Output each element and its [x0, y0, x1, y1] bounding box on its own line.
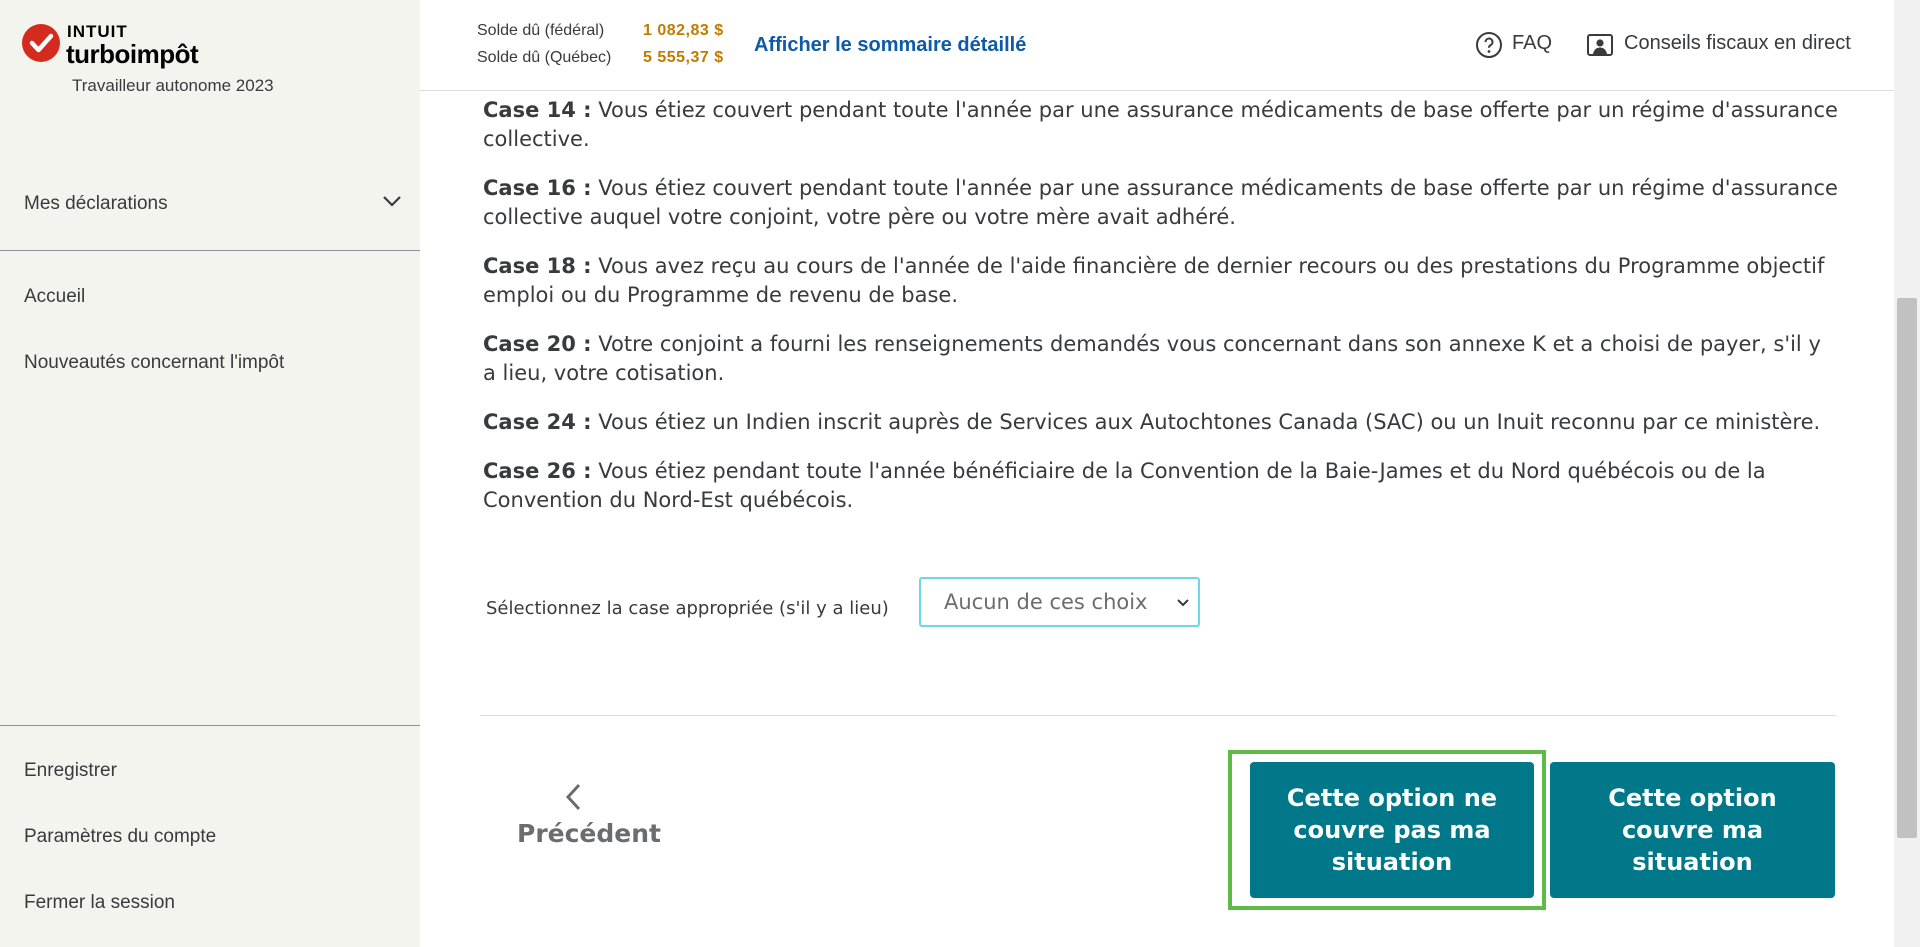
- case-label: Case 14 :: [483, 98, 592, 122]
- sidebar-divider: [0, 250, 420, 251]
- quebec-balance-label: Solde dû (Québec): [477, 49, 612, 66]
- case-text: Vous étiez couvert pendant toute l'année par une assurance médicaments de base offerte par un régime d'assurance collective.: [483, 98, 1838, 151]
- covered-label: Cette option couvre ma situation: [1608, 784, 1777, 876]
- case-text: Vous étiez un Indien inscrit auprès de Services aux Autochtones Canada (SAC) ou un Inuit reconnu par ce ministère.: [591, 410, 1821, 434]
- scrollbar-thumb[interactable]: [1897, 298, 1917, 838]
- sidebar-item-sign-out[interactable]: Fermer la session: [24, 892, 175, 913]
- federal-balance-label: Solde dû (fédéral): [477, 22, 605, 39]
- case-label: Case 18 :: [483, 254, 592, 278]
- live-tax-advice-link[interactable]: Conseils fiscaux en direct: [1624, 32, 1851, 54]
- case-20-description: [483, 330, 1839, 388]
- case-select-label: Sélectionnez la case appropriée (s'il y a lieu): [486, 598, 889, 619]
- header: [420, 0, 1920, 91]
- case-select-value: Aucun de ces choix: [944, 590, 1148, 614]
- case-text: Vous étiez couvert pendant toute l'année par une assurance médicaments de base offerte par un régime d'assurance collective auquel votre conjoint, votre père ou votre mère avait adhéré.: [483, 176, 1838, 229]
- expert-advice-icon[interactable]: [1586, 32, 1614, 63]
- case-18-description: [483, 252, 1839, 310]
- chevron-down-icon: [1176, 595, 1190, 613]
- product-subtitle: Travailleur autonome 2023: [72, 76, 274, 95]
- quebec-balance-value: 5 555,37 $: [643, 49, 724, 66]
- case-label: Case 20 :: [483, 332, 592, 356]
- question-circle-icon[interactable]: [1475, 31, 1503, 64]
- case-24-description: [483, 408, 1839, 437]
- case-text: Vous avez reçu au cours de l'année de l'aide financière de dernier recours ou des prestations du Programme objectif emploi ou du Programme de revenu de base.: [483, 254, 1825, 307]
- back-label: Précédent: [517, 819, 661, 848]
- checkmark-logo-icon: [22, 24, 60, 62]
- not-covered-button[interactable]: [1250, 762, 1534, 898]
- sidebar-item-tax-news[interactable]: Nouveautés concernant l'impôt: [24, 352, 285, 373]
- case-label: Case 24 :: [483, 410, 592, 434]
- turboimpot-wordmark: turboimpôt: [66, 39, 199, 69]
- case-26-description: [483, 457, 1839, 515]
- sidebar: [0, 0, 420, 947]
- case-select-dropdown[interactable]: [919, 577, 1200, 627]
- not-covered-label: Cette option ne couvre pas ma situation: [1286, 784, 1498, 876]
- case-label: Case 16 :: [483, 176, 592, 200]
- sidebar-item-account-settings[interactable]: Paramètres du compte: [24, 826, 217, 847]
- sidebar-item-save[interactable]: Enregistrer: [24, 760, 117, 781]
- case-14-description: [483, 96, 1839, 154]
- intuit-wordmark: INTUIT: [67, 22, 128, 41]
- sidebar-item-home[interactable]: Accueil: [24, 286, 86, 307]
- case-descriptions: [483, 96, 1839, 535]
- detailed-summary-link[interactable]: Afficher le sommaire détaillé: [754, 34, 1027, 56]
- case-16-description: [483, 174, 1839, 232]
- case-label: Case 26 :: [483, 459, 592, 483]
- faq-link[interactable]: FAQ: [1512, 32, 1553, 54]
- sidebar-item-my-returns[interactable]: Mes déclarations: [24, 193, 168, 214]
- covered-button[interactable]: [1550, 762, 1835, 898]
- content-divider: [480, 715, 1836, 716]
- chevron-left-icon: [564, 782, 582, 817]
- sidebar-divider: [0, 725, 420, 726]
- case-text: Vous étiez pendant toute l'année bénéficiaire de la Convention de la Baie-James et du Nord québécois ou de la Convention du Nord-Est québécois.: [483, 459, 1766, 512]
- federal-balance-value: 1 082,83 $: [643, 22, 724, 39]
- case-text: Votre conjoint a fourni les renseignements demandés vous concernant dans son annexe K et a choisi de payer, s'il y a lieu, votre cotisation.: [483, 332, 1821, 385]
- chevron-down-icon[interactable]: [382, 194, 402, 213]
